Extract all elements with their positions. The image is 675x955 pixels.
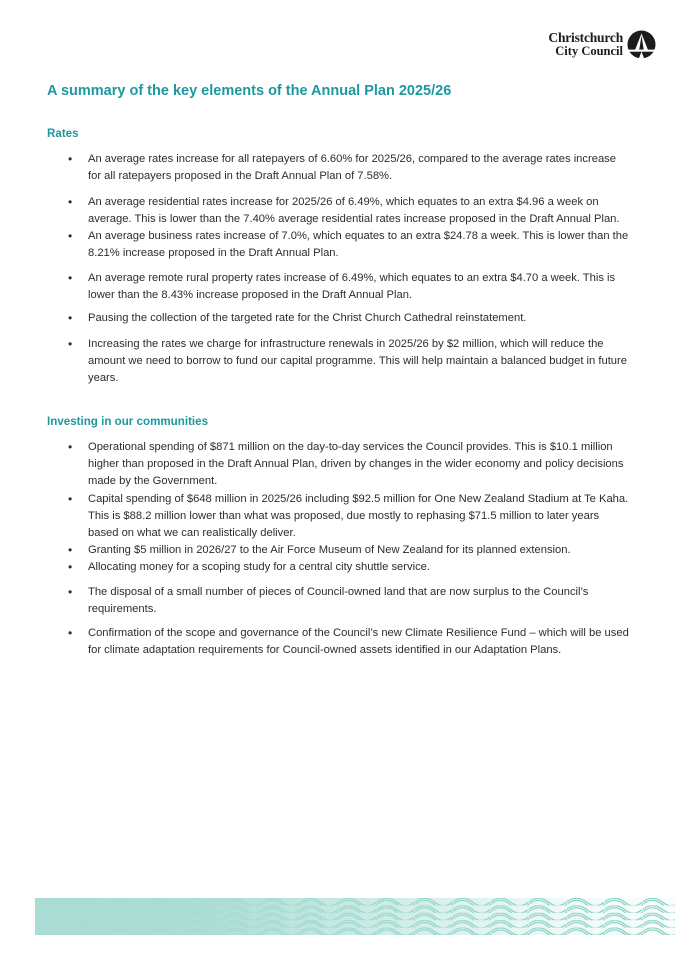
page-header: [0, 0, 675, 60]
investing-bullet-list: [47, 439, 632, 659]
org-logo-wordmark: [548, 31, 623, 58]
council-logo-icon: [627, 30, 656, 59]
list-item: • An average rates increase for all ratepayers of 6.60% for 2025/26, compared to the average rates increase for all ratepayers proposed in the Draft Annual Plan of 7.58%.: [47, 151, 632, 185]
page-title: A summary of the key elements of the Annual Plan 2025/26: [47, 83, 452, 99]
footer-wave-decoration: [35, 898, 675, 935]
list-item: • Confirmation of the scope and governance of the Council’s new Climate Resilience Fund – which will be used for climate adaptation requirements for Council-owned assets identified in our Adaptation Plans.: [47, 625, 632, 659]
section-heading-investing: Investing in our communities: [47, 415, 209, 428]
list-item: • Increasing the rates we charge for infrastructure renewals in 2025/26 by $2 million, which will reduce the amount we need to borrow to fund our capital programme. This will help maintain a balanced budget in future years.: [47, 336, 632, 387]
list-item: • Granting $5 million in 2026/27 to the Air Force Museum of New Zealand for its planned extension.: [47, 542, 632, 559]
list-item: • An average business rates increase of 7.0%, which equates to an extra $24.78 a week. This is lower than the 8.21% increase proposed in the Draft Annual Plan.: [47, 228, 632, 262]
rates-bullet-list: [47, 151, 632, 387]
list-item: • An average remote rural property rates increase of 6.49%, which equates to an extra $4.70 a week. This is lower than the 8.43% increase proposed in the Draft Annual Plan.: [47, 270, 632, 304]
org-name-line1: Christchurch: [548, 29, 623, 45]
list-item: • Allocating money for a scoping study for a central city shuttle service.: [47, 559, 632, 576]
list-item: • An average residential rates increase for 2025/26 of 6.49%, which equates to an extra $4.96 a week on average. This is lower than the 7.40% average residential rates increase proposed in the Draft Annual Plan.: [47, 194, 632, 228]
list-item: • The disposal of a small number of pieces of Council-owned land that are now surplus to the Council’s requirements.: [47, 584, 632, 618]
list-item: • Pausing the collection of the targeted rate for the Christ Church Cathedral reinstatement.: [47, 310, 632, 327]
list-item: • Capital spending of $648 million in 2025/26 including $92.5 million for One New Zealand Stadium at Te Kaha. This is $88.2 million lower than what was proposed, due mostly to rephasing $71.5 million to later years based on what we can realistically deliver.: [47, 491, 632, 542]
list-item: • Operational spending of $871 million on the day-to-day services the Council provides. This is $10.1 million higher than proposed in the Draft Annual Plan, driven by changes in the wider economy and policy decisions made by the Government.: [47, 439, 632, 490]
section-heading-rates: Rates: [47, 127, 79, 140]
org-name-line2: City Council: [555, 44, 623, 58]
document-body: [0, 84, 675, 659]
